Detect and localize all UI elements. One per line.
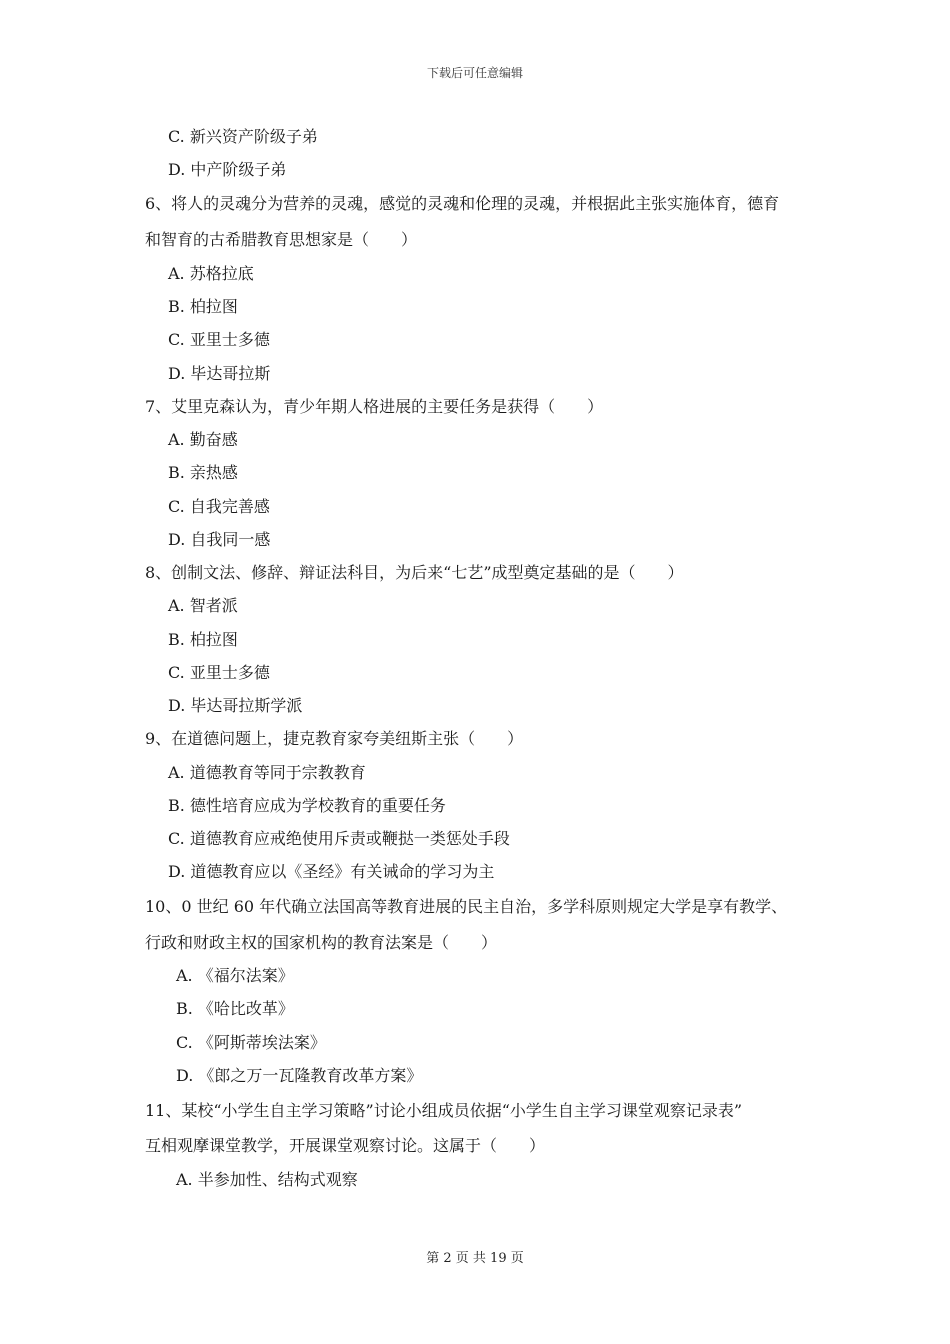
option-line: A. 《福尔法案》	[176, 966, 294, 985]
question-line: 6、将人的灵魂分为营养的灵魂，感觉的灵魂和伦理的灵魂，并根据此主张实施体育，德育	[145, 194, 780, 213]
page-header: 下载后可任意编辑	[426, 66, 523, 80]
question-line: 7、艾里克森认为，青少年期人格进展的主要任务是获得（ ）	[145, 397, 604, 416]
question-line: 11、某校“小学生自主学习策略”讨论小组成员依据“小学生自主学习课堂观察记录表”	[145, 1101, 743, 1120]
page-footer: 第 2 页 共 19 页	[426, 1251, 524, 1266]
question-line: 和智育的古希腊教育思想家是（ ）	[145, 230, 418, 249]
question-line: 10、0 世纪 60 年代确立法国高等教育进展的民主自治，多学科原则规定大学是享有教学、	[145, 897, 788, 916]
option-line: C. 亚里士多德	[168, 330, 270, 349]
option-line: A. 道德教育等同于宗教教育	[168, 763, 366, 782]
question-line: 9、在道德问题上，捷克教育家夸美纽斯主张（ ）	[145, 729, 524, 748]
option-line: C. 亚里士多德	[168, 663, 270, 682]
option-line: D. 毕达哥拉斯学派	[168, 696, 303, 715]
option-line: A. 智者派	[168, 596, 238, 615]
option-line: A. 苏格拉底	[168, 264, 254, 283]
option-line: D. 自我同一感	[168, 530, 271, 549]
option-line: C. 《阿斯蒂埃法案》	[176, 1033, 326, 1052]
option-line: B. 柏拉图	[168, 630, 238, 649]
option-line: B. 德性培育应成为学校教育的重要任务	[168, 796, 446, 815]
option-line: D. 《郎之万一瓦隆教育改革方案》	[176, 1066, 423, 1085]
option-line: A. 半参加性、结构式观察	[176, 1170, 358, 1189]
option-line: D. 道德教育应以《圣经》有关诫命的学习为主	[168, 862, 495, 881]
option-line: C. 新兴资产阶级子弟	[168, 127, 318, 146]
option-line: A. 勤奋感	[168, 430, 238, 449]
question-line: 8、创制文法、修辞、辩证法科目，为后来“七艺”成型奠定基础的是（ ）	[145, 563, 684, 582]
question-line: 行政和财政主权的国家机构的教育法案是（ ）	[145, 933, 498, 952]
option-line: B. 亲热感	[168, 463, 238, 482]
question-line: 互相观摩课堂教学，开展课堂观察讨论。这属于（ ）	[145, 1136, 546, 1155]
option-line: C. 自我完善感	[168, 497, 270, 516]
option-line: B. 《哈比改革》	[176, 999, 294, 1018]
option-line: D. 毕达哥拉斯	[168, 364, 271, 383]
option-line: D. 中产阶级子弟	[168, 160, 287, 179]
option-line: B. 柏拉图	[168, 297, 238, 316]
option-line: C. 道德教育应戒绝使用斥责或鞭挞一类惩处手段	[168, 829, 510, 848]
